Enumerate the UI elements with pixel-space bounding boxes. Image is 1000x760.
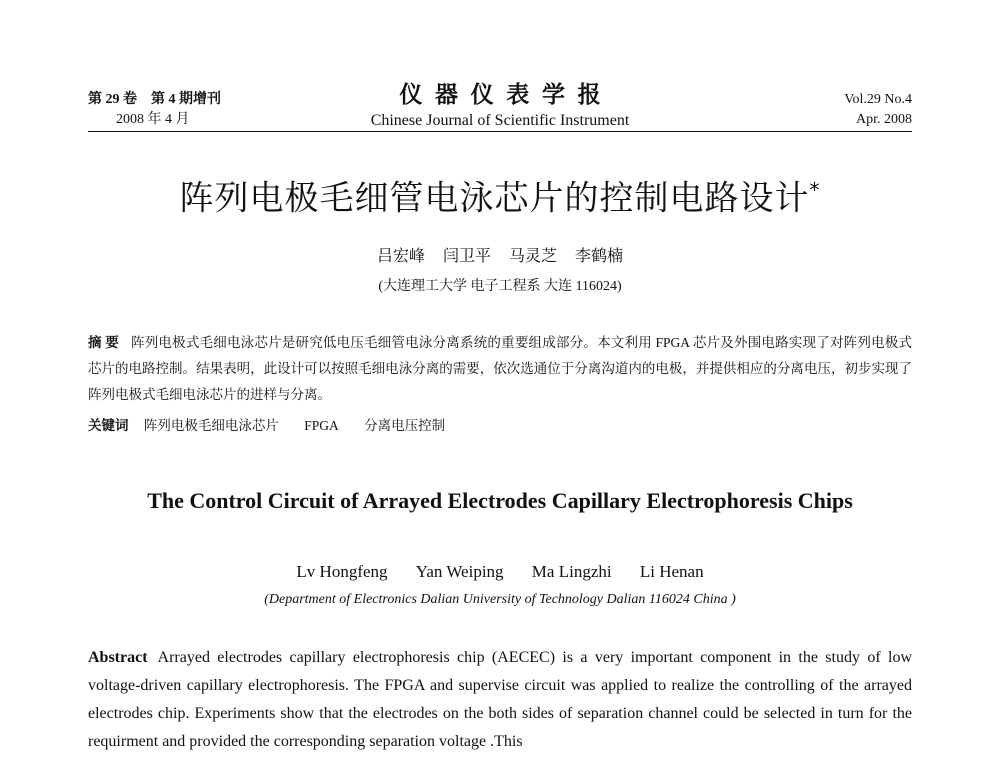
affiliation-en: (Department of Electronics Dalian University of Technology Dalian 116024 China ) bbox=[264, 592, 736, 607]
author-cn: 李鹤楠 bbox=[575, 248, 624, 265]
affiliation-cn: (大连理工大学 电子工程系 大连 116024) bbox=[378, 279, 622, 294]
authors-cn bbox=[0, 246, 1000, 268]
keywords-cn bbox=[88, 414, 912, 438]
keyword: 阵列电极毛细电泳芯片 bbox=[143, 418, 279, 433]
volume-info-en bbox=[844, 90, 912, 130]
volume-cn: 第 29 卷 第 4 期增刊 bbox=[88, 92, 221, 107]
title-footnote-mark: * bbox=[809, 178, 821, 202]
journal-name bbox=[300, 80, 700, 132]
volume-en: Vol.29 No.4 bbox=[844, 92, 912, 107]
abstract-cn bbox=[88, 330, 912, 408]
authors-en bbox=[0, 560, 1000, 584]
volume-info-cn bbox=[88, 90, 221, 130]
keywords-cn-label: 关键词 bbox=[88, 418, 129, 433]
keyword: FPGA bbox=[304, 418, 339, 433]
abstract-en-label: Abstract bbox=[88, 649, 148, 666]
journal-name-en: Chinese Journal of Scientific Instrument bbox=[370, 112, 630, 129]
keyword: 分离电压控制 bbox=[364, 418, 446, 433]
author-en: Ma Lingzhi bbox=[531, 562, 612, 581]
abstract-en-text: Arrayed electrodes capillary electrophoresis chip (AECEC) is a very important component in the study of low voltage-driven capillary electrophoresis. The FPGA and supervise circuit was applied to realize the controlling of the arrayed electrodes chip. Experiments show that the electrodes on the both sides of separation channel could be selected in turn for the requirment and provided the corresponding separation voltage .This bbox=[88, 649, 912, 750]
abstract-cn-label: 摘 要 bbox=[88, 335, 120, 350]
author-cn: 吕宏峰 bbox=[376, 248, 425, 265]
date-cn: 2008 年 4 月 bbox=[116, 112, 190, 127]
author-en: Li Henan bbox=[639, 562, 704, 581]
author-en: Yan Weiping bbox=[415, 562, 504, 581]
author-cn: 闫卫平 bbox=[442, 248, 491, 265]
header-rule bbox=[88, 131, 912, 132]
author-cn: 马灵芝 bbox=[509, 248, 558, 265]
date-en: Apr. 2008 bbox=[856, 112, 912, 127]
paper-title-cn-text: 阵列电极毛细管电泳芯片的控制电路设计 bbox=[179, 178, 810, 219]
paper-title-cn bbox=[0, 168, 1000, 220]
journal-name-cn: 仪器仪表学报 bbox=[399, 82, 614, 107]
paper-title-en: The Control Circuit of Arrayed Electrodes Capillary Electrophoresis Chips bbox=[147, 488, 853, 513]
abstract-en bbox=[88, 644, 912, 756]
abstract-cn-text: 阵列电极式毛细电泳芯片是研究低电压毛细管电泳分离系统的重要组成部分。本文利用 FPGA 芯片及外围电路实现了对阵列电极式芯片的电路控制。结果表明，此设计可以按照毛细电泳分离的需要，依次选通位于分离沟道内的电极，并提供相应的分离电压，初步实现了阵列电极式毛细电泳芯片的进样与分离。 bbox=[88, 335, 913, 402]
author-en: Lv Hongfeng bbox=[296, 562, 388, 581]
